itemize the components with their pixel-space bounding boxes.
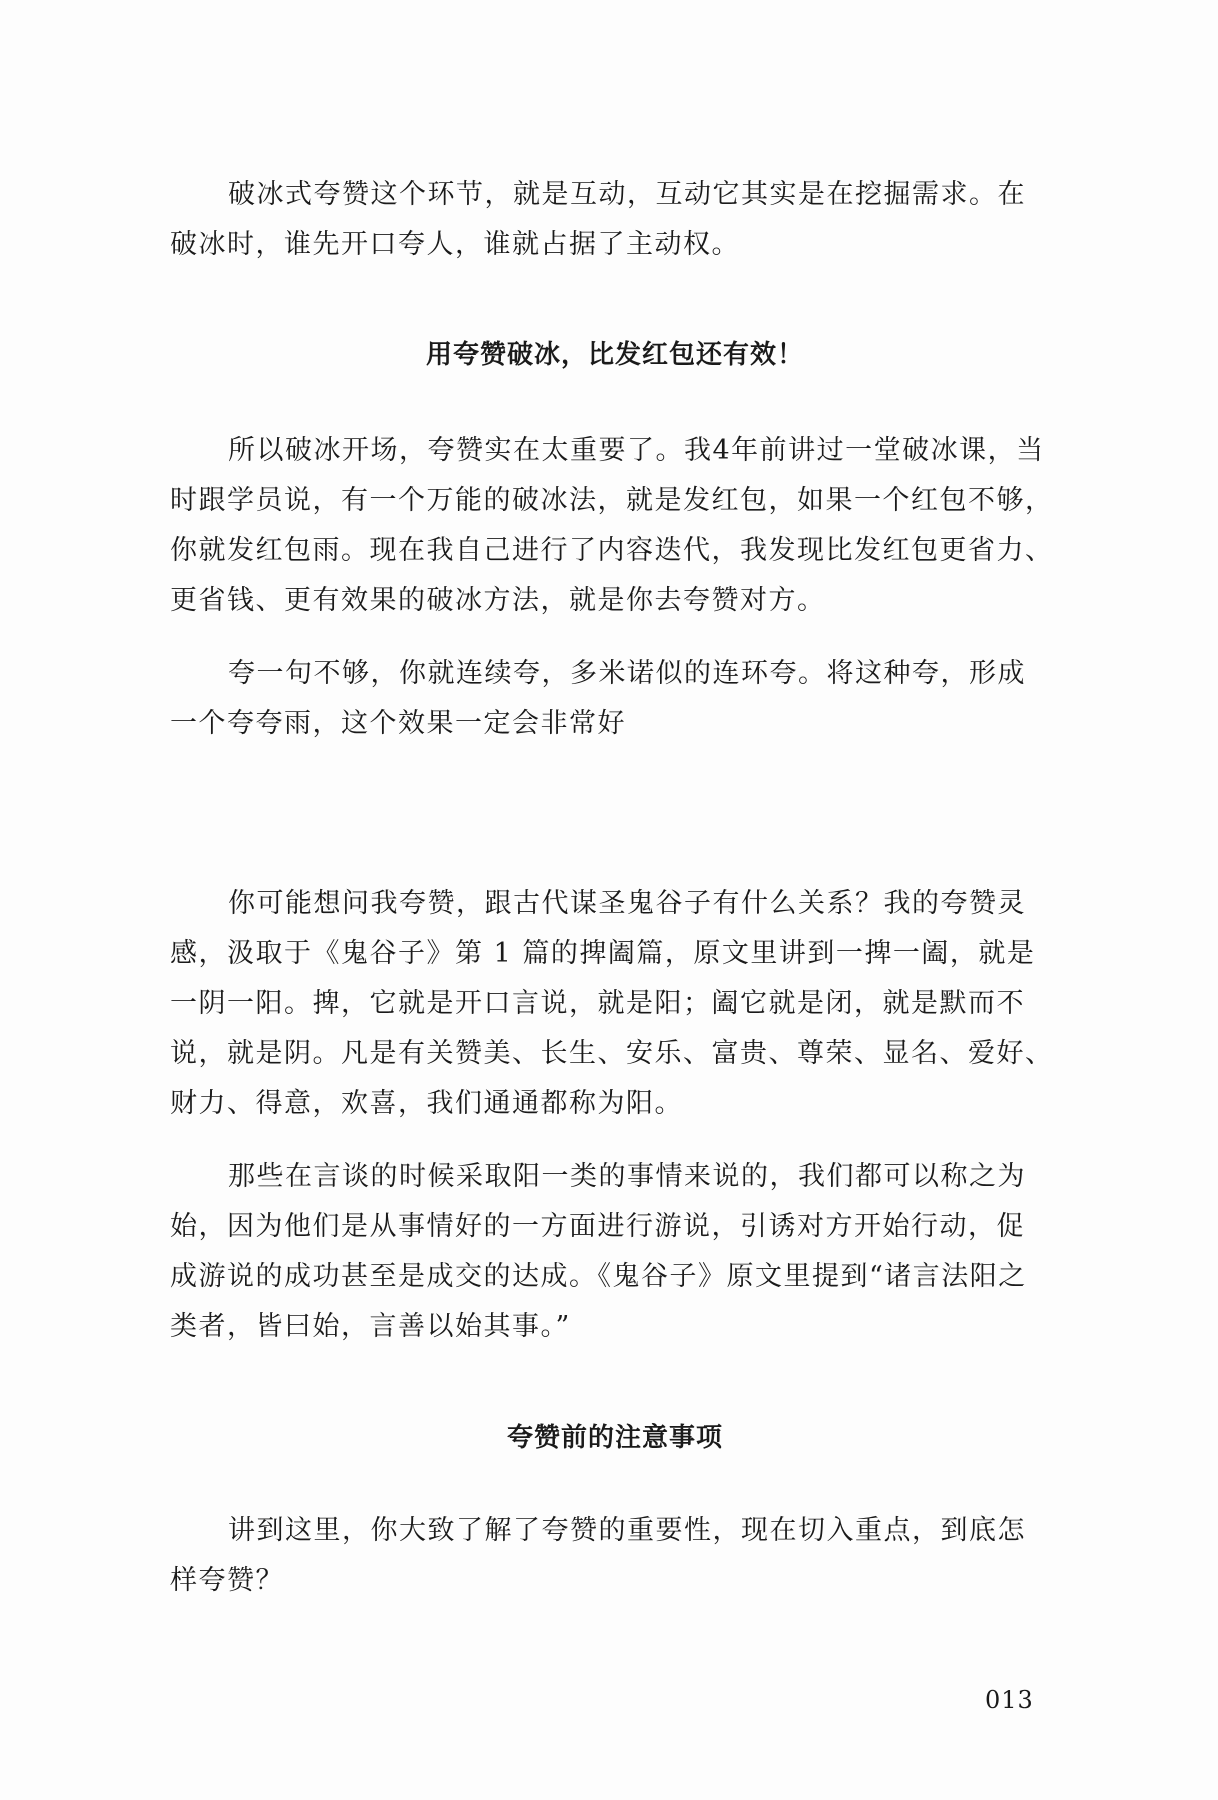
paragraph-line: 始，因为他们是从事情好的一方面进行游说，引诱对方开始行动，促 bbox=[170, 1211, 1025, 1242]
paragraph-line: 破冰式夸赞这个环节，就是互动，互动它其实是在挖掘需求。在 bbox=[228, 179, 1026, 210]
paragraph-line: 样夸赞？ bbox=[170, 1565, 284, 1596]
paragraph-line: 所以破冰开场，夸赞实在太重要了。我4年前讲过一堂破冰课，当 bbox=[228, 435, 1045, 466]
paragraph-line: 一个夸夸雨，这个效果一定会非常好 bbox=[170, 708, 626, 739]
paragraph-4 bbox=[170, 879, 1060, 1129]
paragraph-line: 你可能想问我夸赞，跟古代谋圣鬼谷子有什么关系？我的夸赞灵 bbox=[228, 888, 1026, 919]
paragraph-3 bbox=[170, 649, 1060, 749]
paragraph-line: 财力、得意，欢喜，我们通通都称为阳。 bbox=[170, 1088, 683, 1119]
paragraph-line: 成游说的成功甚至是成交的达成。《鬼谷子》原文里提到“诸言法阳之 bbox=[170, 1261, 1027, 1292]
paragraph-line: 讲到这里，你大致了解了夸赞的重要性，现在切入重点，到底怎 bbox=[228, 1515, 1026, 1546]
paragraph-6 bbox=[170, 1506, 1060, 1606]
paragraph-line: 说，就是阴。凡是有关赞美、长生、安乐、富贵、尊荣、显名、爱好、 bbox=[170, 1038, 1054, 1069]
section-heading-1: 用夸赞破冰，比发红包还有效！ bbox=[425, 340, 804, 370]
paragraph-line: 破冰时，谁先开口夸人，谁就占据了主动权。 bbox=[170, 229, 740, 260]
paragraph-line: 一阴一阳。捭，它就是开口言说，就是阳；阖它就是闭，就是默而不 bbox=[170, 988, 1025, 1019]
paragraph-line: 类者，皆曰始，言善以始其事。” bbox=[170, 1311, 571, 1342]
paragraph-line: 时跟学员说，有一个万能的破冰法，就是发红包，如果一个红包不够， bbox=[170, 485, 1054, 516]
page-number: 013 bbox=[985, 1686, 1034, 1714]
paragraph-line: 更省钱、更有效果的破冰方法，就是你去夸赞对方。 bbox=[170, 585, 826, 616]
section-heading-2: 夸赞前的注意事项 bbox=[506, 1423, 723, 1453]
paragraph-5 bbox=[170, 1152, 1060, 1352]
paragraph-line: 夸一句不够，你就连续夸，多米诺似的连环夸。将这种夸，形成 bbox=[228, 658, 1026, 689]
paragraph-1 bbox=[170, 170, 1060, 270]
paragraph-line: 感，汲取于《鬼谷子》第 1 篇的捭阖篇，原文里讲到一捭一阖，就是 bbox=[170, 938, 1036, 969]
paragraph-2 bbox=[170, 426, 1060, 626]
paragraph-line: 那些在言谈的时候采取阳一类的事情来说的，我们都可以称之为 bbox=[228, 1161, 1026, 1192]
paragraph-line: 你就发红包雨。现在我自己进行了内容迭代，我发现比发红包更省力、 bbox=[170, 535, 1054, 566]
